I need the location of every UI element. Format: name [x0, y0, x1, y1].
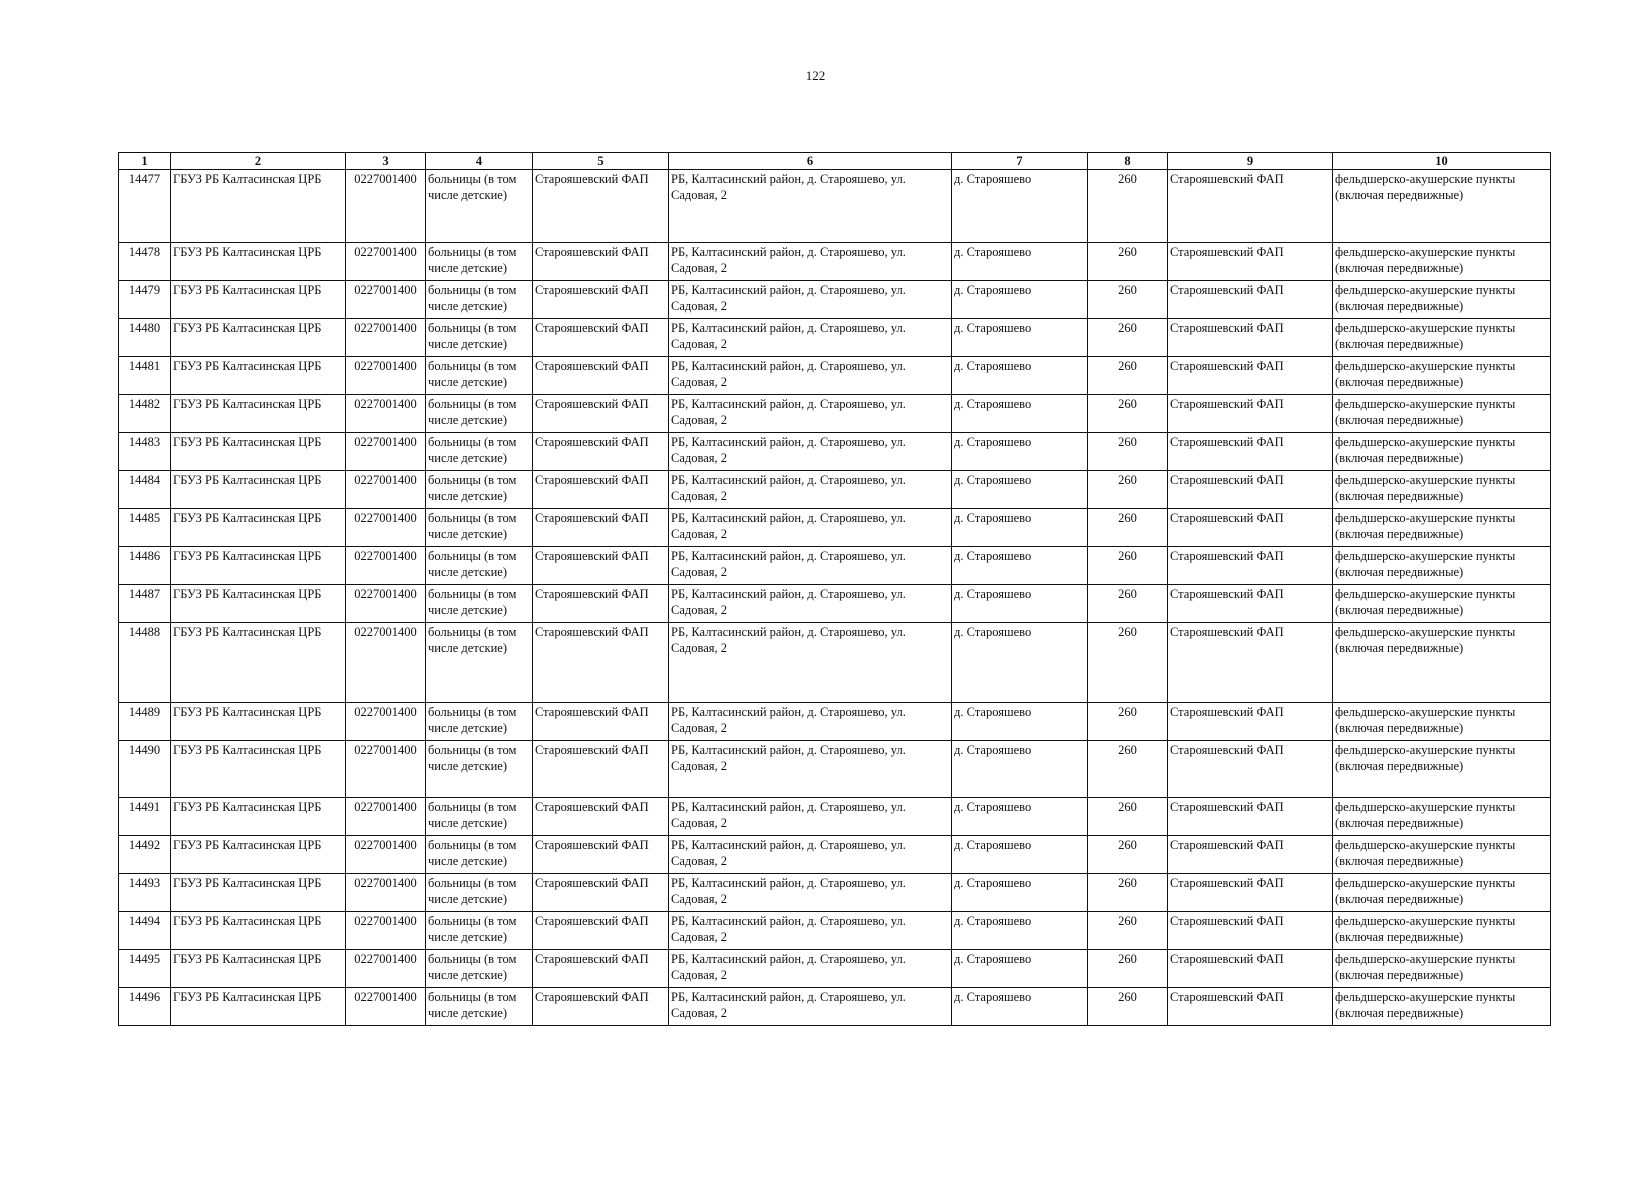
cell-value: 260 — [1088, 988, 1168, 1026]
cell-code: 0227001400 — [346, 988, 426, 1026]
cell-facility: Старояшевский ФАП — [533, 357, 669, 395]
cell-organization: ГБУЗ РБ Калтасинская ЦРБ — [171, 585, 346, 623]
cell-type: фельдшерско-акушерские пункты (включая передвижные) — [1333, 471, 1551, 509]
cell-address: РБ, Калтасинский район, д. Старояшево, ул. Садовая, 2 — [669, 243, 952, 281]
table-row — [119, 281, 1551, 319]
cell-number: 14486 — [119, 547, 171, 585]
table-row — [119, 836, 1551, 874]
cell-facility: Старояшевский ФАП — [533, 585, 669, 623]
cell-address: РБ, Калтасинский район, д. Старояшево, ул. Садовая, 2 — [669, 509, 952, 547]
cell-value: 260 — [1088, 509, 1168, 547]
cell-category: больницы (в том числе детские) — [426, 623, 533, 703]
table-row — [119, 623, 1551, 703]
cell-code: 0227001400 — [346, 170, 426, 243]
cell-address: РБ, Калтасинский район, д. Старояшево, ул. Садовая, 2 — [669, 471, 952, 509]
cell-facility: Старояшевский ФАП — [533, 471, 669, 509]
cell-code: 0227001400 — [346, 243, 426, 281]
cell-category: больницы (в том числе детские) — [426, 798, 533, 836]
cell-locality: д. Старояшево — [952, 243, 1088, 281]
cell-unit: Старояшевский ФАП — [1168, 509, 1333, 547]
cell-locality: д. Старояшево — [952, 988, 1088, 1026]
cell-unit: Старояшевский ФАП — [1168, 798, 1333, 836]
cell-number: 14485 — [119, 509, 171, 547]
cell-address: РБ, Калтасинский район, д. Старояшево, ул. Садовая, 2 — [669, 703, 952, 741]
cell-value: 260 — [1088, 836, 1168, 874]
cell-organization: ГБУЗ РБ Калтасинская ЦРБ — [171, 170, 346, 243]
cell-type: фельдшерско-акушерские пункты (включая передвижные) — [1333, 912, 1551, 950]
table-row — [119, 988, 1551, 1026]
cell-category: больницы (в том числе детские) — [426, 395, 533, 433]
cell-locality: д. Старояшево — [952, 874, 1088, 912]
cell-type: фельдшерско-акушерские пункты (включая передвижные) — [1333, 395, 1551, 433]
cell-code: 0227001400 — [346, 836, 426, 874]
cell-locality: д. Старояшево — [952, 741, 1088, 798]
cell-category: больницы (в том числе детские) — [426, 836, 533, 874]
cell-locality: д. Старояшево — [952, 836, 1088, 874]
cell-number: 14491 — [119, 798, 171, 836]
column-header: 6 — [669, 153, 952, 170]
cell-facility: Старояшевский ФАП — [533, 988, 669, 1026]
cell-type: фельдшерско-акушерские пункты (включая передвижные) — [1333, 836, 1551, 874]
cell-code: 0227001400 — [346, 281, 426, 319]
cell-organization: ГБУЗ РБ Калтасинская ЦРБ — [171, 874, 346, 912]
table-row — [119, 703, 1551, 741]
column-header: 3 — [346, 153, 426, 170]
cell-type: фельдшерско-акушерские пункты (включая передвижные) — [1333, 585, 1551, 623]
cell-value: 260 — [1088, 585, 1168, 623]
cell-address: РБ, Калтасинский район, д. Старояшево, ул. Садовая, 2 — [669, 395, 952, 433]
column-header: 1 — [119, 153, 171, 170]
cell-category: больницы (в том числе детские) — [426, 471, 533, 509]
cell-code: 0227001400 — [346, 912, 426, 950]
cell-type: фельдшерско-акушерские пункты (включая передвижные) — [1333, 547, 1551, 585]
cell-unit: Старояшевский ФАП — [1168, 471, 1333, 509]
cell-category: больницы (в том числе детские) — [426, 547, 533, 585]
cell-locality: д. Старояшево — [952, 623, 1088, 703]
cell-number: 14480 — [119, 319, 171, 357]
register-table — [118, 152, 1551, 1026]
cell-category: больницы (в том числе детские) — [426, 357, 533, 395]
cell-category: больницы (в том числе детские) — [426, 950, 533, 988]
cell-code: 0227001400 — [346, 585, 426, 623]
cell-address: РБ, Калтасинский район, д. Старояшево, ул. Садовая, 2 — [669, 798, 952, 836]
table-row — [119, 741, 1551, 798]
cell-category: больницы (в том числе детские) — [426, 433, 533, 471]
cell-type: фельдшерско-акушерские пункты (включая передвижные) — [1333, 950, 1551, 988]
cell-type: фельдшерско-акушерские пункты (включая передвижные) — [1333, 509, 1551, 547]
cell-number: 14494 — [119, 912, 171, 950]
cell-facility: Старояшевский ФАП — [533, 509, 669, 547]
cell-value: 260 — [1088, 741, 1168, 798]
cell-category: больницы (в том числе детские) — [426, 988, 533, 1026]
cell-organization: ГБУЗ РБ Калтасинская ЦРБ — [171, 281, 346, 319]
cell-address: РБ, Калтасинский район, д. Старояшево, ул. Садовая, 2 — [669, 988, 952, 1026]
cell-category: больницы (в том числе детские) — [426, 319, 533, 357]
cell-code: 0227001400 — [346, 874, 426, 912]
cell-code: 0227001400 — [346, 395, 426, 433]
cell-code: 0227001400 — [346, 798, 426, 836]
cell-value: 260 — [1088, 357, 1168, 395]
cell-value: 260 — [1088, 623, 1168, 703]
column-header: 8 — [1088, 153, 1168, 170]
cell-unit: Старояшевский ФАП — [1168, 319, 1333, 357]
cell-locality: д. Старояшево — [952, 585, 1088, 623]
cell-type: фельдшерско-акушерские пункты (включая передвижные) — [1333, 874, 1551, 912]
table-row — [119, 433, 1551, 471]
cell-organization: ГБУЗ РБ Калтасинская ЦРБ — [171, 395, 346, 433]
cell-number: 14481 — [119, 357, 171, 395]
cell-type: фельдшерско-акушерские пункты (включая передвижные) — [1333, 741, 1551, 798]
cell-category: больницы (в том числе детские) — [426, 170, 533, 243]
cell-code: 0227001400 — [346, 547, 426, 585]
page-number: 122 — [805, 68, 826, 83]
cell-facility: Старояшевский ФАП — [533, 243, 669, 281]
cell-locality: д. Старояшево — [952, 395, 1088, 433]
cell-unit: Старояшевский ФАП — [1168, 912, 1333, 950]
cell-number: 14492 — [119, 836, 171, 874]
cell-organization: ГБУЗ РБ Калтасинская ЦРБ — [171, 798, 346, 836]
cell-category: больницы (в том числе детские) — [426, 912, 533, 950]
cell-unit: Старояшевский ФАП — [1168, 836, 1333, 874]
column-header: 4 — [426, 153, 533, 170]
table-row — [119, 357, 1551, 395]
cell-organization: ГБУЗ РБ Калтасинская ЦРБ — [171, 243, 346, 281]
cell-facility: Старояшевский ФАП — [533, 798, 669, 836]
cell-code: 0227001400 — [346, 433, 426, 471]
cell-unit: Старояшевский ФАП — [1168, 395, 1333, 433]
cell-unit: Старояшевский ФАП — [1168, 243, 1333, 281]
cell-organization: ГБУЗ РБ Калтасинская ЦРБ — [171, 836, 346, 874]
cell-facility: Старояшевский ФАП — [533, 741, 669, 798]
cell-number: 14482 — [119, 395, 171, 433]
cell-facility: Старояшевский ФАП — [533, 950, 669, 988]
cell-category: больницы (в том числе детские) — [426, 741, 533, 798]
cell-address: РБ, Калтасинский район, д. Старояшево, ул. Садовая, 2 — [669, 585, 952, 623]
cell-unit: Старояшевский ФАП — [1168, 874, 1333, 912]
cell-organization: ГБУЗ РБ Калтасинская ЦРБ — [171, 319, 346, 357]
cell-type: фельдшерско-акушерские пункты (включая передвижные) — [1333, 357, 1551, 395]
table-row — [119, 874, 1551, 912]
cell-number: 14487 — [119, 585, 171, 623]
cell-unit: Старояшевский ФАП — [1168, 585, 1333, 623]
cell-value: 260 — [1088, 798, 1168, 836]
cell-type: фельдшерско-акушерские пункты (включая передвижные) — [1333, 703, 1551, 741]
cell-address: РБ, Калтасинский район, д. Старояшево, ул. Садовая, 2 — [669, 357, 952, 395]
cell-organization: ГБУЗ РБ Калтасинская ЦРБ — [171, 950, 346, 988]
cell-address: РБ, Калтасинский район, д. Старояшево, ул. Садовая, 2 — [669, 170, 952, 243]
table-row — [119, 950, 1551, 988]
cell-organization: ГБУЗ РБ Калтасинская ЦРБ — [171, 547, 346, 585]
cell-type: фельдшерско-акушерские пункты (включая передвижные) — [1333, 798, 1551, 836]
table-row — [119, 912, 1551, 950]
cell-address: РБ, Калтасинский район, д. Старояшево, ул. Садовая, 2 — [669, 874, 952, 912]
cell-address: РБ, Калтасинский район, д. Старояшево, ул. Садовая, 2 — [669, 623, 952, 703]
column-header: 5 — [533, 153, 669, 170]
cell-address: РБ, Калтасинский район, д. Старояшево, ул. Садовая, 2 — [669, 433, 952, 471]
cell-type: фельдшерско-акушерские пункты (включая передвижные) — [1333, 319, 1551, 357]
cell-unit: Старояшевский ФАП — [1168, 741, 1333, 798]
cell-value: 260 — [1088, 170, 1168, 243]
cell-value: 260 — [1088, 950, 1168, 988]
cell-locality: д. Старояшево — [952, 319, 1088, 357]
cell-address: РБ, Калтасинский район, д. Старояшево, ул. Садовая, 2 — [669, 950, 952, 988]
header-row — [119, 153, 1551, 170]
cell-number: 14488 — [119, 623, 171, 703]
cell-facility: Старояшевский ФАП — [533, 395, 669, 433]
cell-value: 260 — [1088, 395, 1168, 433]
cell-unit: Старояшевский ФАП — [1168, 623, 1333, 703]
cell-address: РБ, Калтасинский район, д. Старояшево, ул. Садовая, 2 — [669, 319, 952, 357]
cell-organization: ГБУЗ РБ Калтасинская ЦРБ — [171, 912, 346, 950]
cell-value: 260 — [1088, 281, 1168, 319]
cell-number: 14490 — [119, 741, 171, 798]
cell-address: РБ, Калтасинский район, д. Старояшево, ул. Садовая, 2 — [669, 547, 952, 585]
table-row — [119, 471, 1551, 509]
column-header: 2 — [171, 153, 346, 170]
cell-facility: Старояшевский ФАП — [533, 836, 669, 874]
cell-type: фельдшерско-акушерские пункты (включая передвижные) — [1333, 988, 1551, 1026]
cell-number: 14477 — [119, 170, 171, 243]
cell-locality: д. Старояшево — [952, 471, 1088, 509]
cell-code: 0227001400 — [346, 319, 426, 357]
cell-number: 14493 — [119, 874, 171, 912]
cell-number: 14495 — [119, 950, 171, 988]
cell-facility: Старояшевский ФАП — [533, 433, 669, 471]
cell-unit: Старояшевский ФАП — [1168, 281, 1333, 319]
cell-address: РБ, Калтасинский район, д. Старояшево, ул. Садовая, 2 — [669, 281, 952, 319]
cell-value: 260 — [1088, 547, 1168, 585]
cell-locality: д. Старояшево — [952, 170, 1088, 243]
cell-facility: Старояшевский ФАП — [533, 281, 669, 319]
cell-locality: д. Старояшево — [952, 433, 1088, 471]
cell-locality: д. Старояшево — [952, 912, 1088, 950]
cell-organization: ГБУЗ РБ Калтасинская ЦРБ — [171, 741, 346, 798]
cell-facility: Старояшевский ФАП — [533, 170, 669, 243]
cell-locality: д. Старояшево — [952, 798, 1088, 836]
cell-type: фельдшерско-акушерские пункты (включая передвижные) — [1333, 281, 1551, 319]
cell-organization: ГБУЗ РБ Калтасинская ЦРБ — [171, 988, 346, 1026]
cell-number: 14496 — [119, 988, 171, 1026]
cell-organization: ГБУЗ РБ Калтасинская ЦРБ — [171, 471, 346, 509]
cell-code: 0227001400 — [346, 471, 426, 509]
table-row — [119, 585, 1551, 623]
cell-address: РБ, Калтасинский район, д. Старояшево, ул. Садовая, 2 — [669, 741, 952, 798]
cell-locality: д. Старояшево — [952, 547, 1088, 585]
cell-code: 0227001400 — [346, 703, 426, 741]
cell-type: фельдшерско-акушерские пункты (включая передвижные) — [1333, 170, 1551, 243]
cell-code: 0227001400 — [346, 950, 426, 988]
cell-organization: ГБУЗ РБ Калтасинская ЦРБ — [171, 703, 346, 741]
cell-facility: Старояшевский ФАП — [533, 319, 669, 357]
table-row — [119, 798, 1551, 836]
cell-category: больницы (в том числе детские) — [426, 703, 533, 741]
cell-code: 0227001400 — [346, 509, 426, 547]
cell-number: 14478 — [119, 243, 171, 281]
table-row — [119, 319, 1551, 357]
cell-facility: Старояшевский ФАП — [533, 874, 669, 912]
cell-category: больницы (в том числе детские) — [426, 281, 533, 319]
cell-unit: Старояшевский ФАП — [1168, 433, 1333, 471]
column-header: 10 — [1333, 153, 1551, 170]
cell-number: 14483 — [119, 433, 171, 471]
cell-facility: Старояшевский ФАП — [533, 623, 669, 703]
cell-number: 14479 — [119, 281, 171, 319]
cell-value: 260 — [1088, 433, 1168, 471]
cell-code: 0227001400 — [346, 357, 426, 395]
cell-locality: д. Старояшево — [952, 509, 1088, 547]
table-row — [119, 395, 1551, 433]
cell-locality: д. Старояшево — [952, 950, 1088, 988]
cell-unit: Старояшевский ФАП — [1168, 170, 1333, 243]
cell-locality: д. Старояшево — [952, 281, 1088, 319]
cell-number: 14489 — [119, 703, 171, 741]
cell-unit: Старояшевский ФАП — [1168, 547, 1333, 585]
cell-type: фельдшерско-акушерские пункты (включая передвижные) — [1333, 623, 1551, 703]
cell-number: 14484 — [119, 471, 171, 509]
cell-address: РБ, Калтасинский район, д. Старояшево, ул. Садовая, 2 — [669, 836, 952, 874]
cell-type: фельдшерско-акушерские пункты (включая передвижные) — [1333, 243, 1551, 281]
cell-locality: д. Старояшево — [952, 357, 1088, 395]
table-row — [119, 170, 1551, 243]
cell-value: 260 — [1088, 703, 1168, 741]
cell-facility: Старояшевский ФАП — [533, 547, 669, 585]
cell-value: 260 — [1088, 319, 1168, 357]
cell-code: 0227001400 — [346, 623, 426, 703]
column-header: 9 — [1168, 153, 1333, 170]
cell-value: 260 — [1088, 874, 1168, 912]
cell-code: 0227001400 — [346, 741, 426, 798]
cell-organization: ГБУЗ РБ Калтасинская ЦРБ — [171, 433, 346, 471]
cell-category: больницы (в том числе детские) — [426, 874, 533, 912]
cell-category: больницы (в том числе детские) — [426, 243, 533, 281]
cell-unit: Старояшевский ФАП — [1168, 988, 1333, 1026]
table-row — [119, 243, 1551, 281]
cell-facility: Старояшевский ФАП — [533, 703, 669, 741]
cell-locality: д. Старояшево — [952, 703, 1088, 741]
cell-unit: Старояшевский ФАП — [1168, 950, 1333, 988]
cell-category: больницы (в том числе детские) — [426, 585, 533, 623]
column-header: 7 — [952, 153, 1088, 170]
cell-type: фельдшерско-акушерские пункты (включая передвижные) — [1333, 433, 1551, 471]
cell-address: РБ, Калтасинский район, д. Старояшево, ул. Садовая, 2 — [669, 912, 952, 950]
cell-facility: Старояшевский ФАП — [533, 912, 669, 950]
cell-value: 260 — [1088, 243, 1168, 281]
cell-organization: ГБУЗ РБ Калтасинская ЦРБ — [171, 623, 346, 703]
cell-value: 260 — [1088, 471, 1168, 509]
table-row — [119, 547, 1551, 585]
cell-value: 260 — [1088, 912, 1168, 950]
table-row — [119, 509, 1551, 547]
cell-unit: Старояшевский ФАП — [1168, 703, 1333, 741]
cell-category: больницы (в том числе детские) — [426, 509, 533, 547]
cell-organization: ГБУЗ РБ Калтасинская ЦРБ — [171, 357, 346, 395]
cell-unit: Старояшевский ФАП — [1168, 357, 1333, 395]
cell-organization: ГБУЗ РБ Калтасинская ЦРБ — [171, 509, 346, 547]
